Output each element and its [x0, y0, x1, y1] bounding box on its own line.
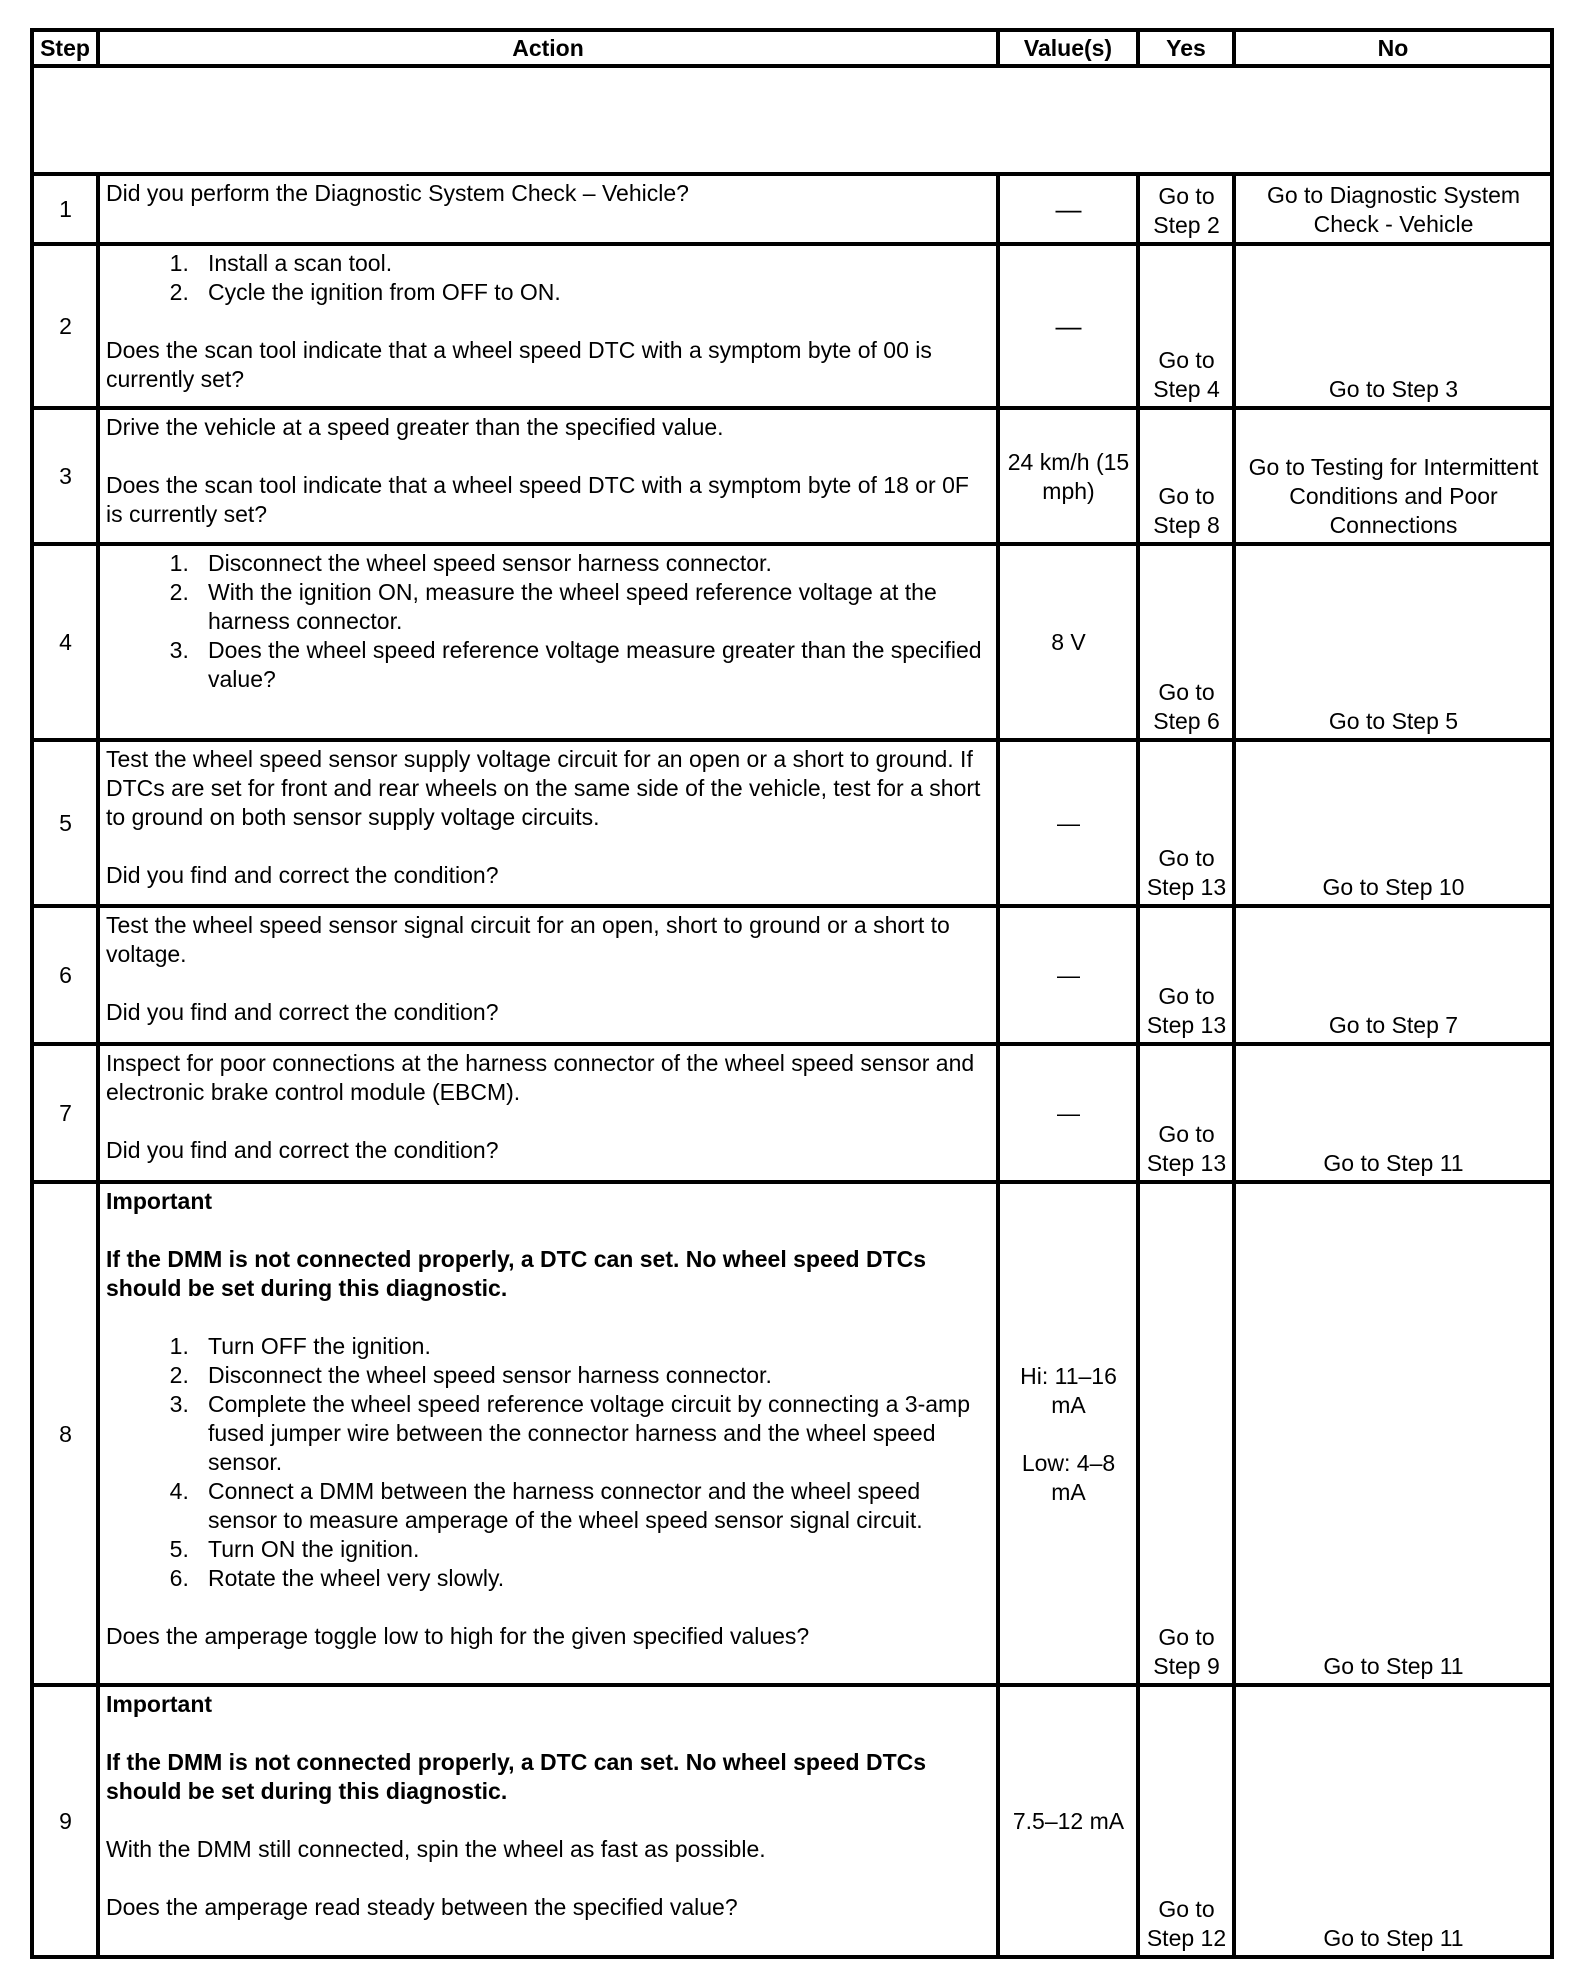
no-cell: Go to Step 3 [1234, 244, 1552, 408]
action-cell [98, 1685, 998, 1957]
action-step-item: 1. Install a scan tool. [208, 249, 991, 278]
value-cell: — [998, 244, 1138, 408]
action-question: Did you find and correct the condition? [106, 862, 499, 888]
value-cell: — [998, 906, 1138, 1044]
table-row [32, 1044, 1552, 1182]
value-low: Low: 4–8 mA [1021, 1449, 1116, 1505]
header-step: Step [32, 30, 98, 66]
action-cell [98, 906, 998, 1044]
yes-cell: Go to Step 9 [1138, 1182, 1234, 1685]
value-cell: — [998, 174, 1138, 244]
action-step-item: 2. Disconnect the wheel speed sensor harness connector. [208, 1361, 991, 1390]
yes-cell: Go to Step 13 [1138, 1044, 1234, 1182]
important-heading: Important [106, 1691, 213, 1717]
action-steps [106, 1332, 991, 1593]
value-hi: Hi: 11–16 mA [1020, 1362, 1117, 1418]
step-number: 2 [32, 244, 98, 408]
action-question: Does the scan tool indicate that a wheel speed DTC with a symptom byte of 00 is currently set? [106, 337, 932, 392]
header-yes: Yes [1138, 30, 1234, 66]
action-question: Does the amperage read steady between the specified value? [106, 1894, 738, 1920]
action-text: With the DMM still connected, spin the wheel as fast as possible. [106, 1836, 766, 1862]
no-cell: Go to Step 11 [1234, 1044, 1552, 1182]
yes-cell: Go to Step 13 [1138, 740, 1234, 906]
blank-cell [32, 66, 1552, 174]
yes-cell: Go to Step 6 [1138, 544, 1234, 740]
header-values: Value(s) [998, 30, 1138, 66]
table-row [32, 1182, 1552, 1685]
action-question: Did you perform the Diagnostic System Check – Vehicle? [106, 180, 689, 206]
table-row [32, 1685, 1552, 1957]
no-cell: Go to Step 10 [1234, 740, 1552, 906]
yes-cell: Go to Step 12 [1138, 1685, 1234, 1957]
no-cell: Go to Testing for Intermittent Conditions and Poor Connections [1234, 408, 1552, 544]
action-step-item: 4. Connect a DMM between the harness connector and the wheel speed sensor to measure amperage of the wheel speed sensor signal circuit. [208, 1477, 991, 1535]
blank-row [32, 66, 1552, 174]
step-number: 8 [32, 1182, 98, 1685]
no-cell: Go to Step 7 [1234, 906, 1552, 1044]
important-note: If the DMM is not connected properly, a DTC can set. No wheel speed DTCs should be set during this diagnostic. [106, 1246, 927, 1301]
header-row [32, 30, 1552, 66]
value-cell: — [998, 1044, 1138, 1182]
action-step-item: 3. Complete the wheel speed reference voltage circuit by connecting a 3-amp fused jumper wire between the connector harness and the wheel speed sensor. [208, 1390, 991, 1477]
action-steps [106, 549, 991, 694]
yes-cell: Go to Step 4 [1138, 244, 1234, 408]
action-text: Test the wheel speed sensor supply voltage circuit for an open or a short to ground. If DTCs are set for front and rear wheels on the same side of the vehicle, test for a short to ground on both sensor supply voltage circuits. [106, 746, 981, 830]
diagnostic-table [30, 28, 1554, 1959]
header-action: Action [98, 30, 998, 66]
yes-cell: Go to Step 13 [1138, 906, 1234, 1044]
table-row [32, 408, 1552, 544]
header-no: No [1234, 30, 1552, 66]
important-heading: Important [106, 1188, 213, 1214]
action-step-item: 6. Rotate the wheel very slowly. [208, 1564, 991, 1593]
table-row [32, 906, 1552, 1044]
action-cell [98, 174, 998, 244]
no-cell: Go to Step 11 [1234, 1685, 1552, 1957]
action-text: Drive the vehicle at a speed greater than the specified value. [106, 414, 724, 440]
value-cell: — [998, 740, 1138, 906]
step-number: 6 [32, 906, 98, 1044]
table-row [32, 740, 1552, 906]
action-steps [106, 249, 991, 307]
step-number: 7 [32, 1044, 98, 1182]
action-question: Did you find and correct the condition? [106, 1137, 499, 1163]
no-cell: Go to Diagnostic System Check - Vehicle [1234, 174, 1552, 244]
step-number: 4 [32, 544, 98, 740]
action-cell [98, 544, 998, 740]
action-step-item: 2. Cycle the ignition from OFF to ON. [208, 278, 991, 307]
action-question: Does the scan tool indicate that a wheel speed DTC with a symptom byte of 18 or 0F is currently set? [106, 472, 969, 527]
action-step-item: 5. Turn ON the ignition. [208, 1535, 991, 1564]
action-cell [98, 740, 998, 906]
no-cell: Go to Step 5 [1234, 544, 1552, 740]
action-step-item: 2. With the ignition ON, measure the wheel speed reference voltage at the harness connector. [208, 578, 991, 636]
important-note: If the DMM is not connected properly, a DTC can set. No wheel speed DTCs should be set during this diagnostic. [106, 1749, 927, 1804]
yes-cell: Go to Step 2 [1138, 174, 1234, 244]
table-row [32, 244, 1552, 408]
action-cell [98, 408, 998, 544]
action-step-item: 1. Turn OFF the ignition. [208, 1332, 991, 1361]
step-number: 9 [32, 1685, 98, 1957]
value-cell: 8 V [998, 544, 1138, 740]
action-cell [98, 244, 998, 408]
action-step-item: 1. Disconnect the wheel speed sensor harness connector. [208, 549, 991, 578]
action-text: Inspect for poor connections at the harness connector of the wheel speed sensor and electronic brake control module (EBCM). [106, 1050, 975, 1105]
step-number: 3 [32, 408, 98, 544]
value-cell [998, 1182, 1138, 1685]
action-text: Test the wheel speed sensor signal circuit for an open, short to ground or a short to voltage. [106, 912, 950, 967]
no-cell: Go to Step 11 [1234, 1182, 1552, 1685]
value-cell: 7.5–12 mA [998, 1685, 1138, 1957]
action-cell [98, 1182, 998, 1685]
yes-cell: Go to Step 8 [1138, 408, 1234, 544]
action-cell [98, 1044, 998, 1182]
value-cell: 24 km/h (15 mph) [998, 408, 1138, 544]
action-question: Did you find and correct the condition? [106, 999, 499, 1025]
step-number: 5 [32, 740, 98, 906]
table-row [32, 544, 1552, 740]
table-row [32, 174, 1552, 244]
step-number: 1 [32, 174, 98, 244]
action-question: Does the amperage toggle low to high for the given specified values? [106, 1623, 810, 1649]
action-step-item: 3. Does the wheel speed reference voltage measure greater than the specified value? [208, 636, 991, 694]
